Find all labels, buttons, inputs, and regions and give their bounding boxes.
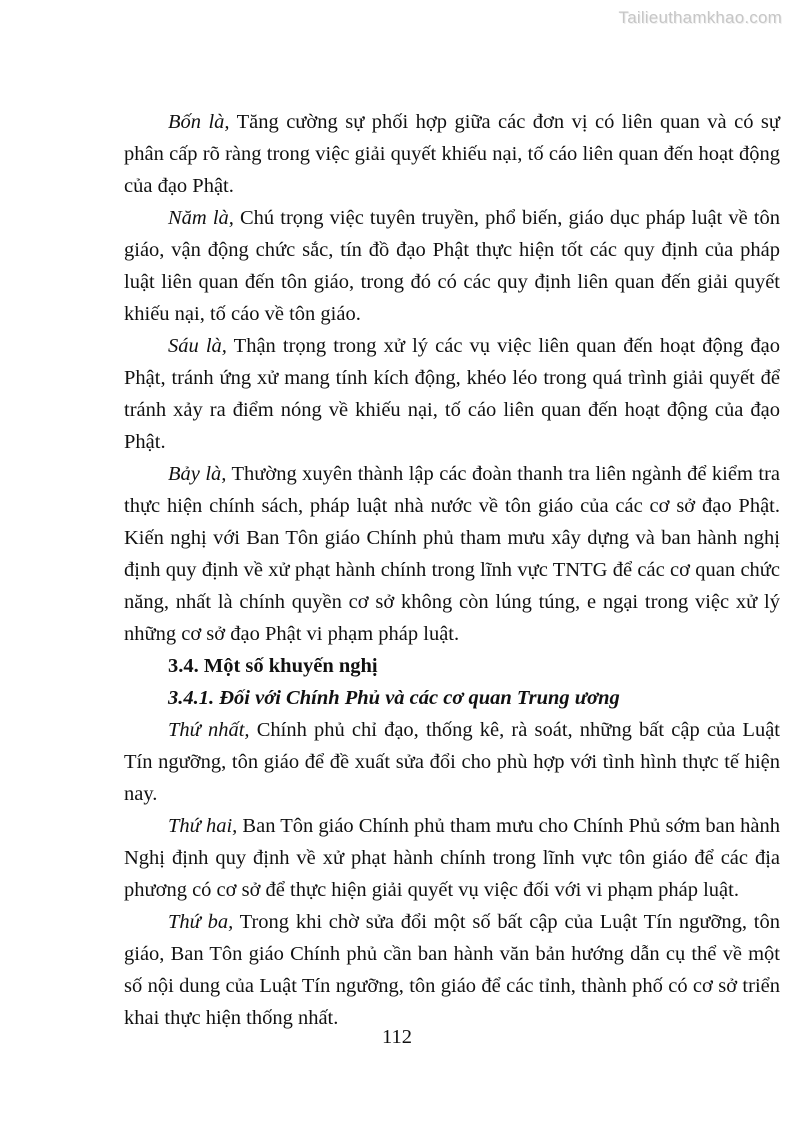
paragraph-lead: Sáu là, <box>168 335 227 357</box>
page-content <box>124 106 780 1034</box>
paragraph-lead: Năm là, <box>168 207 234 229</box>
paragraph-lead: Thứ nhất, <box>168 719 250 741</box>
paragraph-lead: Bảy là, <box>168 463 227 485</box>
page-number: 112 <box>382 1026 412 1048</box>
paragraph-bay-la <box>124 458 780 650</box>
paragraph-text: Thường xuyên thành lập các đoàn thanh tra liên ngành để kiểm tra thực hiện chính sách, pháp luật nhà nước về tôn giáo của các cơ sở đạo Phật. Kiến nghị với Ban Tôn giáo Chính phủ tham mưu xây dựng và ban hành nghị định quy định về xử phạt hành chính trong lĩnh vực TNTG để các cơ quan chức năng, nhất là chính quyền cơ sở không còn lúng túng, e ngại trong việc xử lý những cơ sở đạo Phật vi phạm pháp luật. <box>124 463 780 645</box>
watermark-text: Tailieuthamkhao.com <box>618 8 782 27</box>
section-heading: 3.4. Một số khuyến nghị <box>168 655 378 677</box>
paragraph-text: Chú trọng việc tuyên truyền, phổ biến, giáo dục pháp luật về tôn giáo, vận động chức sắc, tín đồ đạo Phật thực hiện tốt các quy định của pháp luật liên quan đến tôn giáo, trong đó có các quy định liên quan đến giải quyết khiếu nại, tố cáo về tôn giáo. <box>124 207 780 325</box>
paragraph-text: Tăng cường sự phối hợp giữa các đơn vị có liên quan và có sự phân cấp rõ ràng trong việc giải quyết khiếu nại, tố cáo liên quan đến hoạt động của đạo Phật. <box>124 111 780 197</box>
paragraph-text: Trong khi chờ sửa đổi một số bất cập của Luật Tín ngưỡng, tôn giáo, Ban Tôn giáo Chính phủ cần ban hành văn bản hướng dẫn cụ thể về một số nội dung của Luật Tín ngưỡng, tôn giáo để các tỉnh, thành phố có cơ sở triển khai thực hiện thống nhất. <box>124 911 780 1029</box>
paragraph-bon-la <box>124 106 780 202</box>
paragraph-text: Chính phủ chỉ đạo, thống kê, rà soát, những bất cập của Luật Tín ngưỡng, tôn giáo để đề xuất sửa đổi cho phù hợp với tình hình thực tế hiện nay. <box>124 719 781 805</box>
paragraph-thu-ba <box>124 906 780 1034</box>
paragraph-thu-nhat <box>124 714 780 810</box>
subsection-heading: 3.4.1. Đối với Chính Phủ và các cơ quan Trung ương <box>168 687 620 709</box>
paragraph-lead: Thứ hai, <box>168 815 238 837</box>
paragraph-lead: Bốn là, <box>168 111 230 133</box>
paragraph-thu-hai <box>124 810 780 906</box>
paragraph-nam-la <box>124 202 780 330</box>
paragraph-sau-la <box>124 330 780 458</box>
paragraph-text: Ban Tôn giáo Chính phủ tham mưu cho Chính Phủ sớm ban hành Nghị định quy định về xử phạt hành chính trong lĩnh vực tôn giáo để các địa phương có cơ sở để thực hiện giải quyết vụ việc đối với vi phạm pháp luật. <box>124 815 781 901</box>
paragraph-lead: Thứ ba, <box>168 911 234 933</box>
paragraph-text: Thận trọng trong xử lý các vụ việc liên quan đến hoạt động đạo Phật, tránh ứng xử mang tính kích động, khéo léo trong quá trình giải quyết để tránh xảy ra điểm nóng về khiếu nại, tố cáo liên quan đến hoạt động của đạo Phật. <box>124 335 781 453</box>
